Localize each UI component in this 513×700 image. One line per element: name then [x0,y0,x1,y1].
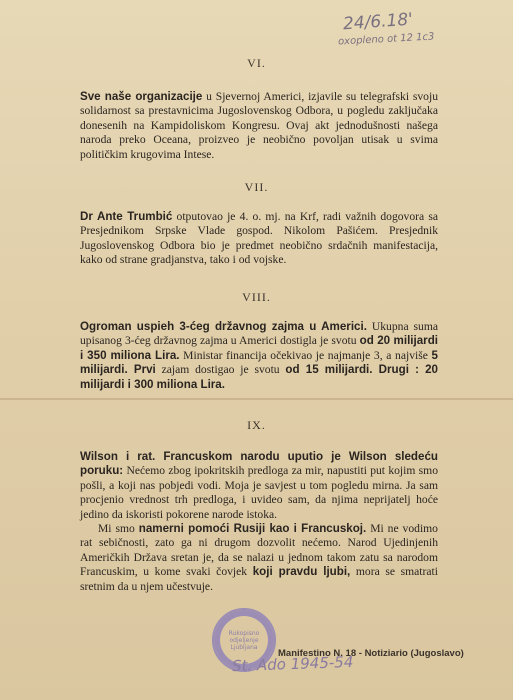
footer-caption: Manifestino N. 18 - Notiziario (Jugoslavo) [278,648,464,659]
section-ix-paragraph-1 [80,450,438,522]
section-viii-bold-3: od 15 milijardi. Drugi : 20 milijardi i 300 miliona Lira. [80,363,438,391]
section-viii-text-2: Ministar financija očekivao je najmanje 3, a najviše [179,348,432,362]
section-number-viii: VIII. [242,290,271,304]
section-vii [80,210,438,268]
section-viii-text-1: Ukupna suma upisanog 3-ćeg državnog zajma u Americi dostigla je svotu [80,320,438,348]
fold-line [0,398,513,400]
section-vi-text: u Sjevernoj Americi, izjavile su telegrafski svoju solidarnost sa prestavnicima Jugoslovenskog Odbora, u pogledu zaključaka donesenih na Kampidoliskom Kongresu. Ovaj akt jednodušnosti našega naroda preko Oceana, proizveo je neobično povoljan utisak u svima političkim krugovima Intese. [80,90,438,161]
section-vii-lead: Dr Ante Trumbić [80,210,173,223]
section-ix-text-3: mora se smatrati sretnim da u njem učestvuje. [80,565,438,593]
handwritten-date: 24/6.18' [342,9,414,35]
section-ix [80,450,438,594]
section-number-vi: VI. [247,56,266,70]
stamp-text: Rukopisno odjeljenje Ljubljana [228,629,260,651]
handwritten-received-note: oxopleno ot 12 1c3 [337,31,435,48]
section-vi [80,90,438,162]
section-number-vii: VII. [244,180,269,194]
section-ix-bold-2: koji pravdu ljubi, [252,565,351,579]
section-ix-paragraph-2 [80,522,438,594]
section-ix-text: Nećemo zbog ipokritskih predloga za mir, napustiti put kojim smo pošli, a koji nas pobjedi vodi. Moja je savjest u tom pogledu mirna. Ja sam procjenio vrednost trh predloga, i uvideo sam, da njima neprijatelj hoće jedino da iskoristi pokorene narode istoka. [80,464,438,521]
handwritten-archive-number: St. Ado 1945-54 [231,652,354,676]
section-viii-text-3: zajam dostigao je svotu [155,363,286,377]
section-ix-bold-1: namerni pomoći Rusiji kao i Francuskoj. [138,522,367,536]
section-viii-bold-2: 5 milijardi. Prvi [80,348,438,377]
section-number-ix: IX. [247,418,266,432]
section-ix-text-2: Mi ne vodimo rat sebičnosti, zato ga ni drugom dozvolit nećemo. Narod Ujedinjenih Američkih Država sretan je, da se nalazi u jednom takom zatu sa narodom Francuskim, u kome svaki čovjek [80,522,438,579]
section-viii [80,320,438,392]
section-vi-lead: Sve naše organizacije [80,90,203,103]
section-vii-text: otputovao je 4. o. mj. na Krf, radi važnih dogovora sa Presjednikom Srpske Vlade gospod. Nikolom Pašićem. Presjednik Jugoslovenskog Odbora bio je predmet neobično srdačnih manifestacija, kako od strane gradjanstva, tako i od vojske. [80,210,438,267]
section-ix-text-1: Mi smo [98,522,139,536]
section-viii-lead: Ogroman uspieh 3-ćeg državnog zajma u Americi. [80,320,367,333]
section-ix-lead: Wilson i rat. Francuskom narodu uputio je Wilson sledeću poruku: [80,450,438,478]
section-viii-bold-1: od 20 milijardi i 350 miliona Lira. [80,334,438,362]
